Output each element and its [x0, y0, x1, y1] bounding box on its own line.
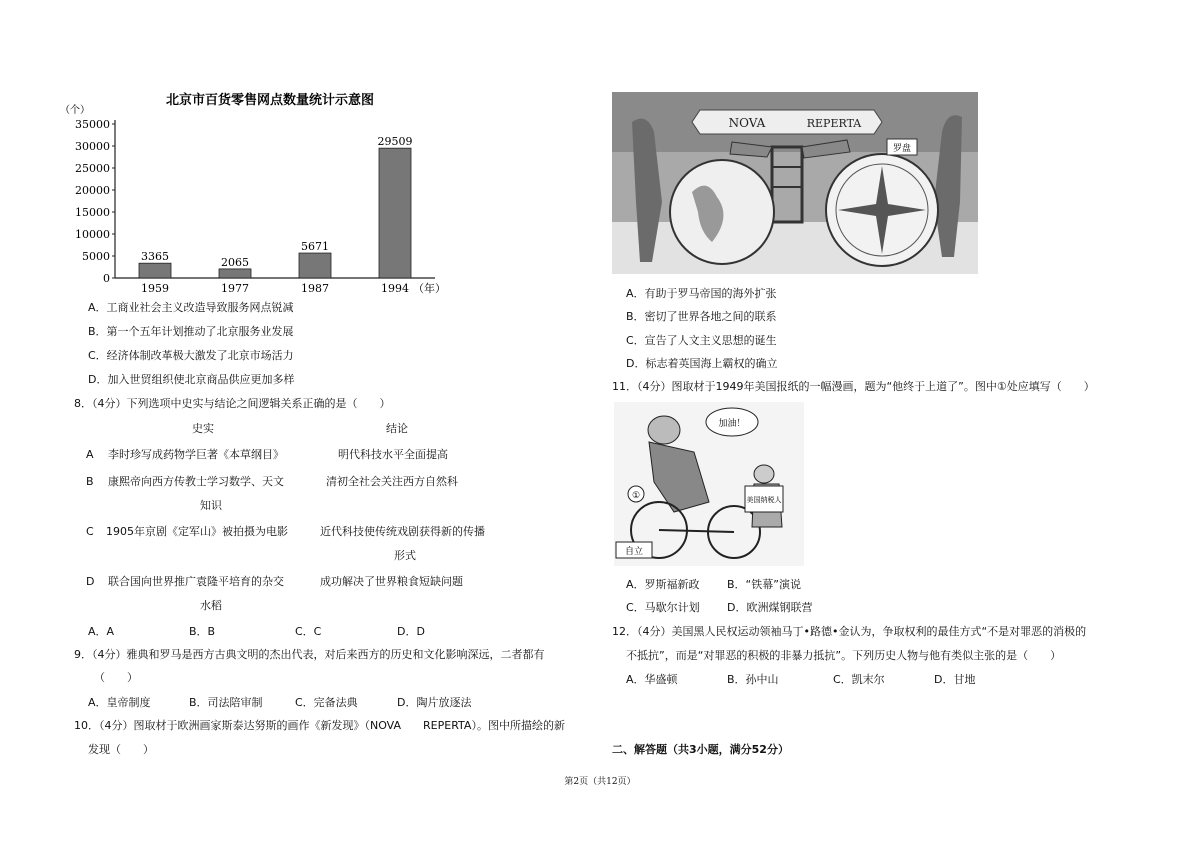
section-heading: 二、解答题（共3小题，满分52分） — [612, 743, 789, 756]
q9-choice-b[interactable]: B．司法陪审制 — [189, 696, 263, 709]
label-blank-1: ① — [631, 491, 641, 501]
bar-data-label: 3365 — [141, 250, 169, 264]
q8-row-a-conclusion: 明代科技水平全面提高 — [338, 448, 448, 461]
y-tick-label: 5000 — [82, 250, 110, 263]
q9-choice-d[interactable]: D．陶片放逐法 — [397, 696, 472, 709]
y-tick-label: 25000 — [75, 162, 110, 175]
bar — [139, 263, 171, 278]
bar — [219, 269, 251, 278]
q10-stem-cont: 发现（ ） — [88, 743, 154, 756]
q8-row-d-conclusion: 成功解决了世界粮食短缺问题 — [320, 575, 463, 588]
x-tick-label: 1959 — [141, 282, 169, 295]
y-tick-label: 30000 — [75, 140, 110, 153]
bar-data-label: 29509 — [377, 135, 413, 149]
q11-choice-b[interactable]: B．“铁幕”演说 — [727, 578, 801, 591]
banner-nova: NOVA — [728, 116, 766, 130]
y-tick-label: 20000 — [75, 184, 110, 197]
q7-option-a[interactable]: A．工商业社会主义改造导致服务网点锐减 — [88, 301, 294, 314]
y-axis-label: （个） — [60, 105, 90, 116]
q8-row-d-fact: 联合国向世界推广袁隆平培育的杂交 — [108, 575, 284, 588]
q10-choice-d[interactable]: D．标志着英国海上霸权的确立 — [626, 357, 778, 370]
q11-choice-a[interactable]: A．罗斯福新政 — [626, 578, 700, 591]
q7-option-b[interactable]: B．第一个五年计划推动了北京服务业发展 — [88, 325, 294, 338]
q8-choice-b[interactable]: B．B — [189, 625, 216, 638]
cartoon-image — [614, 402, 804, 566]
q8-row-a-fact: 李时珍写成药物学巨著《本草纲目》 — [108, 448, 284, 461]
x-tick-label: 1977 — [221, 282, 249, 295]
q10-choice-c[interactable]: C．宣告了人文主义思想的诞生 — [626, 334, 777, 347]
bar — [299, 253, 331, 278]
q9-stem-cont: （ ） — [94, 671, 138, 684]
x-tick-label: 1994 — [381, 282, 409, 295]
q8-choice-a[interactable]: A．A — [88, 625, 115, 638]
q10-choice-a[interactable]: A．有助于罗马帝国的海外扩张 — [626, 287, 777, 300]
q8-choice-c[interactable]: C．C — [295, 625, 322, 638]
bar-data-label: 5671 — [301, 240, 329, 254]
bar-data-label: 2065 — [221, 255, 249, 269]
q7-option-c[interactable]: C．经济体制改革极大激发了北京市场活力 — [88, 349, 294, 362]
q8-header-conclusion: 结论 — [386, 422, 408, 435]
q10-stem: 10．（4分）图取材于欧洲画家斯泰达努斯的画作《新发现》（NOVA REPERTA）。图中所描绘的新 — [74, 719, 565, 732]
q7-option-d[interactable]: D．加入世贸组织使北京商品供应更加多样 — [88, 373, 295, 386]
q8-header-fact: 史实 — [192, 422, 214, 435]
q8-row-d-fact-cont: 水稻 — [200, 599, 222, 612]
page-footer: 第2页（共12页） — [564, 777, 636, 787]
compass-label: 罗盘 — [892, 144, 912, 154]
q8-row-b-letter: B — [86, 475, 94, 488]
q12-choice-d[interactable]: D．甘地 — [934, 673, 976, 686]
q10-choice-b[interactable]: B．密切了世界各地之间的联系 — [626, 310, 777, 323]
bar-chart — [60, 88, 460, 298]
q8-stem: 8．（4分）下列选项中史实与结论之间逻辑关系正确的是（ ） — [74, 397, 391, 410]
nova-reperta-image — [612, 92, 978, 274]
y-tick-label: 35000 — [75, 118, 110, 131]
q8-row-b-fact: 康熙帝向西方传教士学习数学、天文 — [108, 475, 284, 488]
q8-row-c-conclusion-cont: 形式 — [394, 549, 416, 562]
q12-choice-b[interactable]: B．孙中山 — [727, 673, 779, 686]
banner-reperta: REPERTA — [806, 117, 862, 130]
y-tick-label: 15000 — [75, 206, 110, 219]
q9-stem: 9．（4分）雅典和罗马是西方古典文明的杰出代表，对后来西方的历史和文化影响深远，二者都有 — [74, 648, 545, 661]
q8-row-d-letter: D — [86, 575, 95, 588]
q12-choice-a[interactable]: A．华盛顿 — [626, 673, 678, 686]
x-axis-label: （年） — [413, 282, 446, 295]
q12-stem-cont: 不抵抗”，而是“对罪恶的积极的非暴力抵抗”。下列历史人物与他有类似主张的是（ ） — [626, 649, 1062, 662]
q9-choice-c[interactable]: C．完备法典 — [295, 696, 358, 709]
label-jiayou: 加油！ — [718, 419, 746, 429]
label-taxpayer: 美国纳税人 — [746, 496, 782, 504]
q12-stem: 12．（4分）美国黑人民权运动领袖马丁•路德•金认为，争取权利的最佳方式“不是对罪恶的消极的 — [612, 625, 1087, 638]
q8-row-a-letter: A — [86, 448, 94, 461]
bar — [379, 148, 411, 278]
q8-choice-d[interactable]: D．D — [397, 625, 425, 638]
q12-choice-c[interactable]: C．凯末尔 — [833, 673, 885, 686]
x-tick-label: 1987 — [301, 282, 329, 295]
q8-row-c-letter: C — [86, 525, 94, 538]
q8-row-b-fact-cont: 知识 — [200, 499, 222, 512]
q8-row-b-conclusion: 清初全社会关注西方自然科 — [326, 475, 458, 488]
label-zili: 自立 — [624, 547, 644, 557]
q9-choice-a[interactable]: A．皇帝制度 — [88, 696, 151, 709]
q11-choice-c[interactable]: C．马歇尔计划 — [626, 601, 700, 614]
q8-row-c-conclusion: 近代科技使传统戏剧获得新的传播 — [320, 525, 485, 538]
chart-title: 北京市百货零售网点数量统计示意图 — [165, 93, 375, 108]
q8-row-c-fact: 1905年京剧《定军山》被拍摄为电影 — [106, 525, 288, 538]
q11-stem: 11．（4分）图取材于1949年美国报纸的一幅漫画，题为“他终于上道了”。图中①处应填写（ ） — [612, 380, 1095, 393]
y-tick-label: 0 — [103, 272, 110, 285]
y-tick-label: 10000 — [75, 228, 110, 241]
q11-choice-d[interactable]: D．欧洲煤钢联营 — [727, 601, 813, 614]
